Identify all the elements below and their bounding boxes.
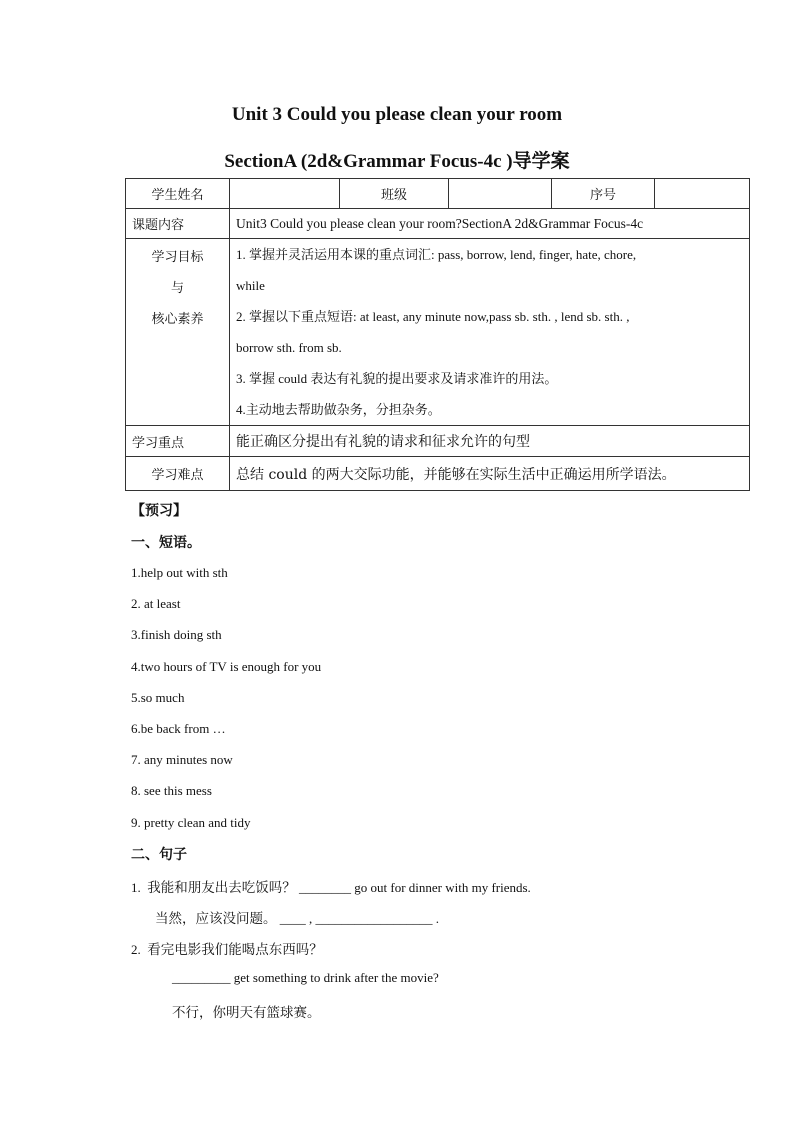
phrase-item: 3.finish doing sth bbox=[131, 627, 222, 642]
class-cell[interactable] bbox=[449, 179, 552, 209]
number-cell[interactable] bbox=[655, 179, 750, 209]
goal-line: 4.主动地去帮助做杂务，分担杂务。 bbox=[236, 402, 441, 417]
number-label: 序号 bbox=[552, 179, 655, 209]
phrase-item: 1.help out with sth bbox=[131, 565, 228, 580]
preview-heading: 【预习】 bbox=[131, 503, 187, 519]
class-label: 班级 bbox=[340, 179, 449, 209]
difficulty-label: 学习难点 bbox=[126, 457, 230, 491]
goals-value bbox=[230, 239, 750, 426]
topic-label: 课题内容 bbox=[126, 209, 230, 239]
sentence-2-chinese: 看完电影我们能喝点东西吗？ bbox=[147, 942, 323, 958]
table-row-topic bbox=[126, 209, 750, 239]
sentence-1-reply-chinese: 当然，应该没问题。 bbox=[155, 911, 277, 927]
title-line-2-english: SectionA (2d&Grammar Focus-4c ) bbox=[224, 151, 513, 172]
table-row-student bbox=[126, 179, 750, 209]
table-row-difficulty bbox=[126, 457, 750, 491]
goals-label bbox=[126, 239, 230, 426]
sentence-1-reply-english: ____ , __________________ . bbox=[279, 911, 439, 926]
info-table bbox=[125, 178, 750, 491]
phrase-item: 9. pretty clean and tidy bbox=[131, 815, 251, 830]
sentence-1-english: ________ go out for dinner with my friends. bbox=[299, 880, 531, 895]
sentence-2 bbox=[131, 938, 323, 958]
goal-line: 2. 掌握以下重点短语: at least, any minute now,pass sb. sth. , lend sb. sth. , bbox=[236, 309, 630, 324]
phrase-item: 4.two hours of TV is enough for you bbox=[131, 659, 322, 674]
goal-line: while bbox=[236, 278, 265, 293]
topic-value: Unit3 Could you please clean your room?SectionA 2d&Grammar Focus-4c bbox=[230, 209, 750, 239]
sentence-1-reply bbox=[155, 907, 439, 927]
phrase-item: 2. at least bbox=[131, 596, 181, 611]
phrase-item: 8. see this mess bbox=[131, 783, 212, 798]
sentence-2-number: 2. bbox=[131, 942, 141, 957]
sentences-heading: 二、句子 bbox=[131, 847, 187, 863]
sentence-1-chinese: 我能和朋友出去吃饭吗？ bbox=[147, 880, 296, 896]
phrase-item: 7. any minutes now bbox=[131, 752, 233, 767]
title-line-2 bbox=[0, 146, 794, 173]
difficulty-value: 总结 could 的两大交际功能，并能够在实际生活中正确运用所学语法。 bbox=[230, 457, 750, 491]
sentence-1-number: 1. bbox=[131, 880, 141, 895]
goal-line: 3. 掌握 could 表达有礼貌的提出要求及请求准许的用法。 bbox=[236, 371, 558, 386]
title-line-1: Unit 3 Could you please clean your room bbox=[231, 104, 563, 125]
goals-label-line: 学习目标 bbox=[151, 250, 204, 265]
key-value: 能正确区分提出有礼貌的请求和征求允许的句型 bbox=[230, 426, 750, 457]
sentence-2-reply bbox=[172, 1001, 321, 1021]
goal-line: 1. 掌握并灵活运用本课的重点词汇: pass, borrow, lend, finger, hate, chore, bbox=[236, 247, 637, 262]
goals-label-line: 与 bbox=[170, 281, 184, 296]
goals-label-line: 核心素养 bbox=[151, 312, 204, 327]
sentence-2-reply-chinese: 不行，你明天有篮球赛。 bbox=[172, 1005, 321, 1021]
phrases-heading: 一、短语。 bbox=[131, 535, 201, 551]
sentence-2-english: _________ get something to drink after the movie? bbox=[172, 970, 439, 985]
key-label: 学习重点 bbox=[126, 426, 230, 457]
goal-line: borrow sth. from sb. bbox=[236, 340, 342, 355]
phrase-item: 5.so much bbox=[131, 690, 185, 705]
student-name-cell[interactable] bbox=[230, 179, 340, 209]
table-row-key bbox=[126, 426, 750, 457]
student-name-label: 学生姓名 bbox=[126, 179, 230, 209]
sentence-1 bbox=[131, 876, 531, 896]
phrase-item: 6.be back from … bbox=[131, 721, 226, 736]
table-row-goals bbox=[126, 239, 750, 426]
title-line-2-chinese: 导学案 bbox=[512, 150, 570, 172]
